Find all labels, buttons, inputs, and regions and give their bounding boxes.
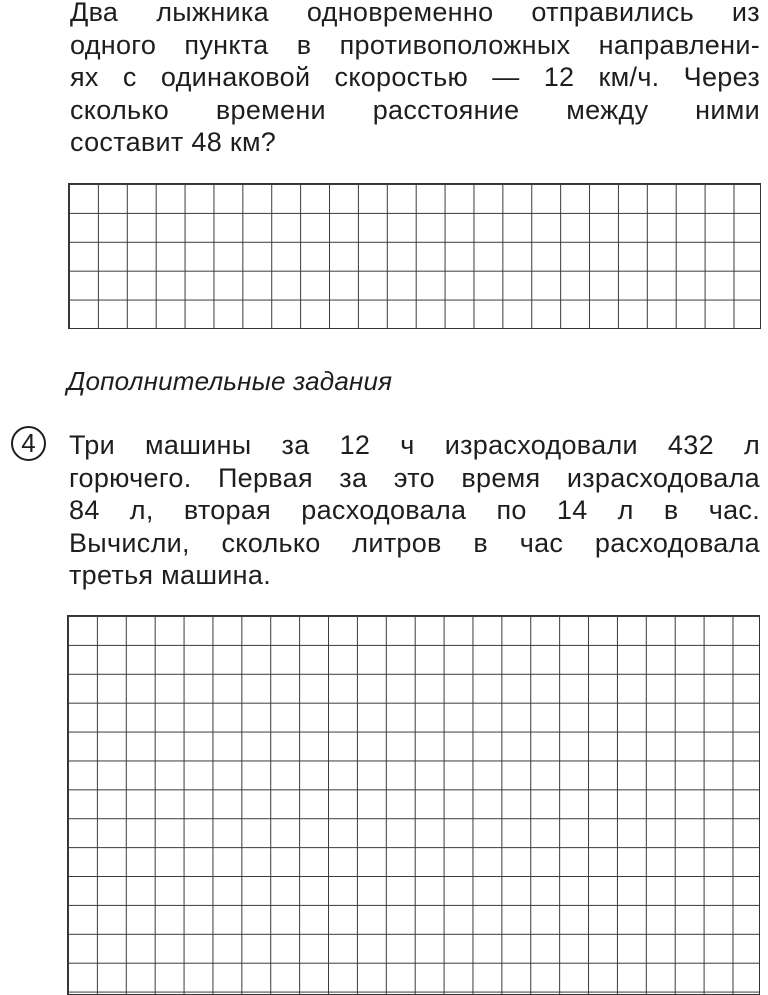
task-4-line: 84 л, вторая расходовала по 14 л в час. <box>69 495 760 525</box>
task-4-line: горючего. Первая за это время израсходовала <box>69 462 760 493</box>
task-4-line: Три машины за 12 ч израсходовали 432 л <box>69 430 760 460</box>
task-3-line: составит 48 км? <box>70 127 277 157</box>
answer-grid-task-3[interactable] <box>68 183 761 329</box>
section-title: Дополнительные задания <box>67 366 393 396</box>
answer-grid-task-4[interactable] <box>67 615 760 995</box>
task-3-line: ях с одинаковой скоростью — 12 км/ч. Через <box>70 62 760 92</box>
task-4-line: Вычисли, сколько литров в час расходовала <box>69 527 760 558</box>
task-3-line: сколько времени расстояние между ними <box>70 94 760 125</box>
task-3-text <box>70 0 760 159</box>
task-3-line: одного пункта в противоположных направлени- <box>70 29 760 60</box>
task-4-line: третья машина. <box>69 560 272 590</box>
task-4-text <box>69 429 760 592</box>
task-number-badge: 4 <box>11 426 46 461</box>
task-3-line: Два лыжника одновременно отправились из <box>70 0 760 27</box>
